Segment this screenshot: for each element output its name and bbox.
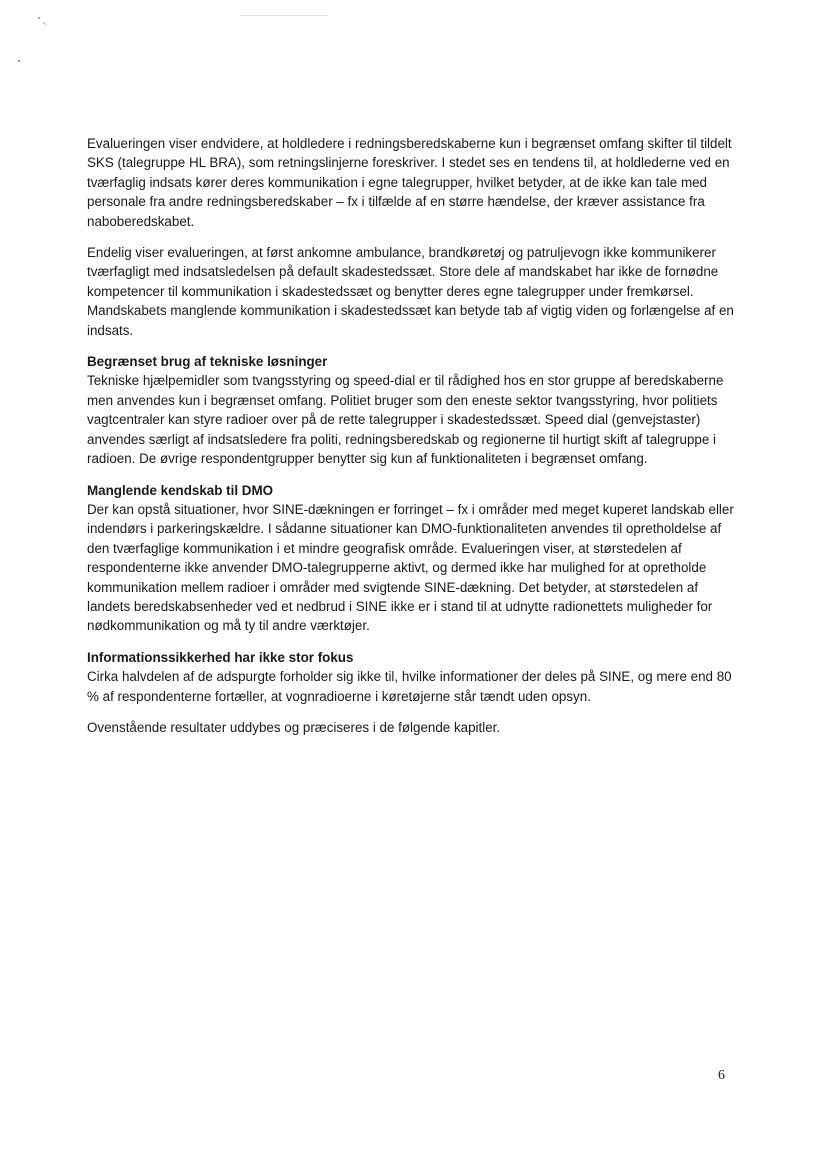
section-heading: Informationssikkerhed har ikke stor fokus: [87, 649, 354, 665]
section-heading: Begrænset brug af tekniske løsninger: [87, 354, 328, 370]
scan-speck: [43, 22, 46, 25]
section-informationssikkerhed: [87, 648, 737, 706]
section-text: Cirka halvdelen af de adspurgte forholder sig ikke til, hvilke informationer der deles på SINE, og mere end 80 % af respondenterne fortæller, at vognradioerne i køretøjerne står tændt uden opsyn.: [87, 669, 732, 704]
document-body: [87, 134, 737, 749]
closing-paragraph: Ovenstående resultater uddybes og præciseres i de følgende kapitler.: [87, 719, 501, 735]
section-text: Tekniske hjælpemidler som tvangsstyring og speed-dial er til rådighed hos en stor gruppe af beredskaberne men anvendes kun i begrænset omfang. Politiet bruger som den eneste sektor tvangsstyring, hvor politiets vagtcentraler kan styre radioer over på de rette talegrupper i skadestedssæt. Speed dial (genvejstaster) anvendes særligt af indsatsledere fra politi, redningsberedskab og regionerne til hurtigt skift af talegruppe i radioen. De øvrige respondentgrupper benytter sig kun af funktionaliteten i begrænset omfang.: [87, 373, 724, 467]
scan-artifact-line: [240, 15, 328, 16]
page-number: 6: [718, 1068, 725, 1083]
scan-speck: [38, 17, 41, 20]
section-dmo: [87, 481, 737, 636]
paragraph-foerst-ankomne: Endelig viser evalueringen, at først ankomne ambulance, brandkøretøj og patruljevogn ikke kommunikerer tværfagligt med indsatsledelsen på default skadestedssæt. Store dele af mandskabet har ikke de fornødne kompetencer til kommunikation i skadestedssæt og benytter deres egne talegrupper under fremkørsel. Mandskabets manglende kommunikation i skadestedssæt kan betyde tab af vigtig viden og forlængelse af en indsats.: [87, 245, 734, 338]
section-heading: Manglende kendskab til DMO: [87, 482, 274, 498]
scan-speck: [18, 60, 20, 62]
section-text: Der kan opstå situationer, hvor SINE-dækningen er forringet – fx i områder med meget kuperet landskab eller indendørs i parkeringskældre. I sådanne situationer kan DMO-funktionaliteten anvendes til opretholdelse af den tværfaglige kommunikation i et mindre geografisk område. Evalueringen viser, at størstedelen af respondenterne ikke anvender DMO-talegrupperne aktivt, og dermed ikke har mulighed for at opretholde kommunikation mellem radioer i områder med svigtende SINE-dækning. Det betyder, at størstedelen af landets beredskabsenheder ved et nedbrud i SINE ikke er i stand til at udnytte radionettets muligheder for nødkommunikation og må ty til andre værktøjer.: [87, 501, 734, 634]
section-tekniske-loesninger: [87, 352, 737, 468]
paragraph-holdledere: Evalueringen viser endvidere, at holdledere i redningsberedskaberne kun i begrænset omfang skifter til tildelt SKS (talegruppe HL BRA), som retningslinjerne foreskriver. I stedet ses en tendens til, at holdlederne ved en tværfaglig indsats kører deres kommunikation i egne talegrupper, hvilket betyder, at de ikke kan tale med personale fra andre redningsberedskaber – fx i tilfælde af en større hændelse, der kræver assistance fra naboberedskabet.: [87, 136, 732, 229]
